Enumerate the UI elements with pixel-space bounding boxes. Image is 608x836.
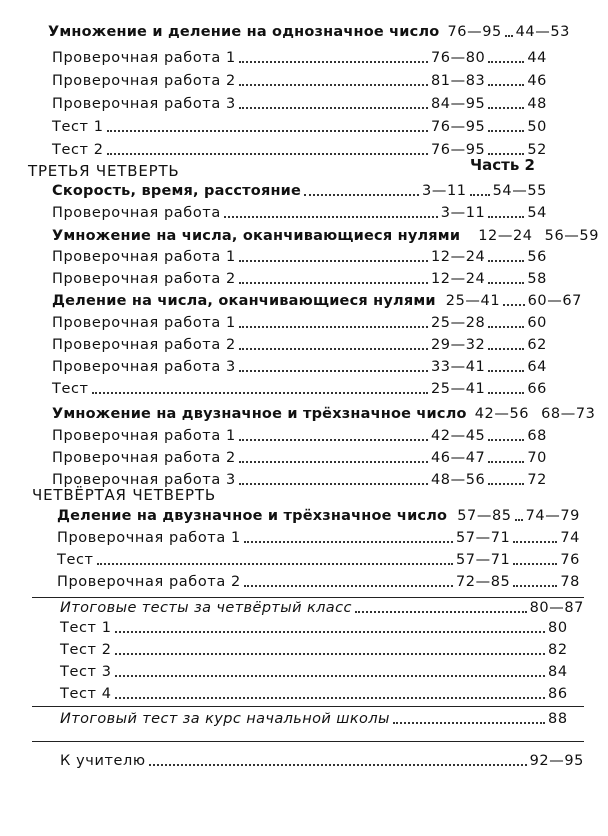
toc-pages: 12—24 [430,271,486,287]
toc-pages: 42—45 [430,428,486,444]
toc-group-title[interactable] [57,505,580,527]
leader-dots [488,326,524,328]
toc-pages: 42—56 [474,406,530,422]
part-label: Часть 2 [470,156,535,174]
toc-label: Деление на двузначное и трёхзначное число [57,508,448,524]
toc-item[interactable] [60,708,584,730]
toc-label: Тест 3 [60,664,112,680]
leader-dots [488,260,524,262]
toc-pages: 12—24 [478,228,533,244]
leader-dots [149,764,527,766]
toc-item[interactable] [52,202,547,224]
leader-dots [488,370,524,372]
leader-dots [470,194,490,196]
leader-dots [488,282,524,284]
leader-dots [115,631,545,633]
leader-dots [505,35,513,37]
toc-label: Тест [52,381,89,397]
toc-pages: 12—24 [430,249,486,265]
toc-label: Тест 2 [52,142,104,158]
leader-dots [239,260,428,262]
toc-pages: 76—95 [447,24,502,40]
toc-label: Проверочная работа 1 [52,249,236,265]
leader-dots [97,563,453,565]
toc-book-pages: 48 [527,96,547,112]
toc-label: Умножение и деление на однозначное число [48,24,440,40]
leader-dots [513,563,557,565]
toc-label: К учителю [60,753,146,769]
quarter-heading: ТРЕТЬЯ ЧЕТВЕРТЬ [28,162,180,180]
toc-item[interactable] [60,750,584,772]
toc-item[interactable] [57,527,580,549]
toc-pages: 76—80 [430,50,486,66]
leader-dots [115,653,545,655]
toc-item[interactable] [52,268,547,290]
leader-dots [304,194,419,196]
toc-label: Тест 1 [60,620,112,636]
toc-pages: 33—41 [430,359,486,375]
toc-book-pages: 66 [527,381,547,397]
toc-label: Проверочная работа 2 [52,450,236,466]
toc-book-pages: 70 [527,450,547,466]
toc-group-title[interactable] [48,21,570,43]
toc-pages: 81—83 [430,73,486,89]
toc-label: Проверочная работа 2 [52,337,236,353]
toc-pages: 48—56 [430,472,486,488]
toc-pages: 57—71 [455,552,511,568]
leader-dots [488,392,524,394]
toc-label: Проверочная работа [52,205,221,221]
leader-dots [107,153,428,155]
toc-label: Тест 1 [52,119,104,135]
toc-label: Тест [57,552,94,568]
leader-dots [239,483,428,485]
toc-book-pages: 72 [527,472,547,488]
toc-label: Тест 2 [60,642,112,658]
toc-book-pages: 68 [527,428,547,444]
toc-pages: 84—95 [430,96,486,112]
leader-dots [488,439,524,441]
leader-dots [515,519,523,521]
toc-item[interactable] [57,549,580,571]
toc-item[interactable] [52,334,547,356]
toc-book-pages: 60—67 [527,293,582,309]
toc-item[interactable] [60,683,584,705]
toc-item[interactable] [52,116,547,138]
toc-book-pages: 44—53 [515,24,570,40]
leader-dots [488,61,524,63]
toc-group-title[interactable] [52,290,582,312]
toc-pages: 57—85 [457,508,512,524]
toc-group-title[interactable] [60,597,584,619]
toc-label: Проверочная работа 1 [52,315,236,331]
leader-dots [488,483,524,485]
toc-pages: 72—85 [455,574,511,590]
toc-book-pages: 54—55 [492,183,547,199]
toc-book-pages: 88 [548,711,568,727]
leader-dots [488,107,524,109]
toc-label: Итоговые тесты за четвёртый класс [60,600,352,616]
toc-item[interactable] [57,571,580,593]
toc-book-pages: 58 [527,271,547,287]
toc-pages: 76—95 [430,119,486,135]
toc-label: Проверочная работа 2 [57,574,241,590]
divider [32,741,584,742]
toc-label: Проверочная работа 2 [52,73,236,89]
toc-item[interactable] [52,425,547,447]
toc-book-pages: 82 [548,642,568,658]
leader-dots [239,348,428,350]
toc-item[interactable] [52,312,547,334]
leader-dots [393,722,545,724]
toc-pages: 29—32 [430,337,486,353]
toc-label: Умножение на двузначное и трёхзначное число [52,406,467,422]
leader-dots [488,348,524,350]
leader-dots [513,585,557,587]
toc-book-pages: 64 [527,359,547,375]
toc-item[interactable] [52,47,547,69]
toc-label: Проверочная работа 1 [57,530,241,546]
toc-book-pages: 56 [527,249,547,265]
toc-label: Проверочная работа 1 [52,50,236,66]
leader-dots [355,611,527,613]
toc-book-pages: 52 [527,142,547,158]
toc-group-title[interactable] [52,225,600,247]
toc-label: Тест 4 [60,686,112,702]
toc-label: Проверочная работа 2 [52,271,236,287]
toc-book-pages: 62 [527,337,547,353]
toc-book-pages: 46 [527,73,547,89]
leader-dots [224,216,438,218]
toc-item[interactable] [60,617,584,639]
toc-label: Итоговый тест за курс начальной школы [60,711,390,727]
leader-dots [239,282,428,284]
toc-item[interactable] [52,447,547,469]
toc-item[interactable] [52,93,547,115]
toc-book-pages: 86 [548,686,568,702]
divider [32,706,584,707]
leader-dots [244,541,453,543]
leader-dots [488,153,524,155]
toc-pages: 25—41 [445,293,501,309]
toc-book-pages: 56—59 [544,228,600,244]
leader-dots [239,61,428,63]
toc-book-pages: 84 [548,664,568,680]
toc-label: Проверочная работа 3 [52,96,236,112]
toc-book-pages: 50 [527,119,547,135]
leader-dots [92,392,428,394]
toc-book-pages: 80 [548,620,568,636]
toc-pages: 25—28 [430,315,486,331]
toc-pages: 3—11 [440,205,486,221]
toc-book-pages: 60 [527,315,547,331]
toc-pages: 25—41 [430,381,486,397]
toc-book-pages: 74 [560,530,580,546]
leader-dots [488,130,524,132]
toc-label: Проверочная работа 1 [52,428,236,444]
toc-book-pages: 76 [560,552,580,568]
leader-dots [244,585,453,587]
leader-dots [239,107,428,109]
toc-book-pages: 54 [527,205,547,221]
toc-book-pages: 74—79 [525,508,580,524]
leader-dots [239,84,428,86]
toc-item[interactable] [60,661,584,683]
toc-item[interactable] [52,246,547,268]
toc-group-title[interactable] [52,180,547,202]
toc-label: Скорость, время, расстояние [52,183,302,199]
leader-dots [239,326,428,328]
leader-dots [239,370,428,372]
toc-book-pages: 68—73 [541,406,596,422]
leader-dots [115,675,545,677]
toc-label: Проверочная работа 3 [52,359,236,375]
leader-dots [239,461,428,463]
leader-dots [503,304,524,306]
leader-dots [488,216,524,218]
leader-dots [107,130,428,132]
leader-dots [488,84,524,86]
toc-group-title[interactable] [52,403,596,425]
toc-book-pages: 80—87 [529,600,584,616]
leader-dots [513,541,557,543]
toc-item[interactable] [52,70,547,92]
toc-item[interactable] [52,378,547,400]
toc-item[interactable] [60,639,584,661]
toc-label: Деление на числа, оканчивающиеся нулями [52,293,436,309]
leader-dots [488,461,524,463]
toc-pages: 46—47 [430,450,486,466]
quarter-heading: ЧЕТВЁРТАЯ ЧЕТВЕРТЬ [32,486,216,504]
toc-label: Проверочная работа 3 [52,472,236,488]
toc-book-pages: 78 [560,574,580,590]
leader-dots [115,697,545,699]
toc-item[interactable] [52,356,547,378]
toc-pages: 76—95 [430,142,486,158]
leader-dots [239,439,428,441]
toc-book-pages: 44 [527,50,547,66]
toc-label: Умножение на числа, оканчивающиеся нулями [52,228,461,244]
toc-book-pages: 92—95 [529,753,584,769]
toc-pages: 3—11 [422,183,467,199]
toc-pages: 57—71 [455,530,511,546]
